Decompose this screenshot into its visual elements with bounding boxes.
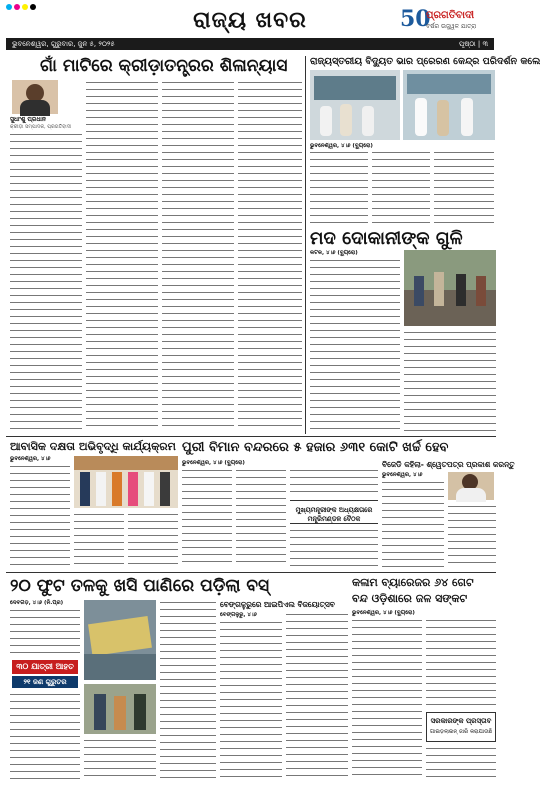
story1-headline: ଗାଁ ମାଟିରେ କ୍ରୀଡ଼ାତନ୍ତ୍ରର ଶିଳାନ୍ୟାସ	[40, 56, 288, 76]
story5-column-2	[236, 468, 286, 568]
story9-info-box	[426, 712, 496, 742]
story3-dateline: କଟକ, ୪।୬ (ବ୍ୟୁରୋ)	[310, 250, 358, 256]
story9-headline-line2: ବନ୍ଦ ଓଡ଼ିଶାରେ ଜଳ ସଙ୍କଟ	[352, 592, 468, 605]
story6-dateline: ଭୁବନେଶ୍ୱର, ୪।୬	[382, 472, 423, 478]
story2-column-3	[434, 150, 494, 226]
story8-column-1	[220, 620, 282, 780]
story2-column-2	[372, 150, 430, 226]
story9-headline-line1: କଳାମ ବ୍ୟାରେଜର ୬୪ ଗେଟ	[352, 576, 474, 589]
story6-headline: ବିଜେଡି କହିଲା- ଶ୍ୱେତପତ୍ର ପ୍ରକାଶ କରନ୍ତୁ	[382, 460, 515, 469]
story2-column-1	[310, 150, 368, 226]
story5-column-3	[290, 468, 378, 498]
logo-brand: ପ୍ରଗତିବାଦୀ	[426, 10, 475, 21]
story9-column-1	[352, 618, 422, 780]
story7-callout-injured: ୩୦ ଯାତ୍ରୀ ଆହତ	[12, 660, 78, 674]
page-number: ପୃଷ୍ଠା | ୩	[459, 39, 488, 48]
story4-dateline: ଭୁବନେଶ୍ୱର, ୪।୬	[10, 456, 51, 462]
story4-group-photo	[74, 456, 178, 508]
story9-box-subtitle: ଗାଇଡ଼ଲାଇନ୍ ଜାରି କରାଯାଉଛି	[429, 729, 493, 735]
story5-column-4	[290, 528, 378, 568]
story6-speaker-photo	[448, 472, 494, 500]
story3-crowd-photo	[404, 250, 496, 326]
story5-dateline: ଭୁବନେଶ୍ୱର, ୪।୬ (ବ୍ୟୁରୋ)	[182, 460, 245, 466]
story1-author-role: କ୍ରୀଡ଼ା ସମ୍ପାଦକ, ପ୍ରଗତିବାଦୀ	[10, 124, 72, 130]
story1-author: ସୁଧାଂଶୁ ପ୍ରଧାନ	[10, 116, 47, 123]
story7-dateline: ଦେବଗଡ଼, ୪।୬ (ନି.ପ୍ର)	[10, 600, 64, 606]
newspaper-logo	[400, 6, 494, 36]
story9-column-2	[426, 618, 496, 708]
section-title: ରାଜ୍ୟ ଖବର	[193, 8, 307, 33]
story1-column-3	[162, 80, 234, 432]
story7-column-2	[10, 692, 80, 780]
dateline-bar	[6, 38, 494, 50]
story2-officials-photo	[403, 70, 495, 140]
story4-headline: ଆବାସିକ ଦକ୍ଷତା ଅଭିବୃଦ୍ଧି କାର୍ଯ୍ୟକ୍ରମ	[10, 440, 176, 453]
story1-column-2	[86, 80, 158, 432]
story8-dateline: ବେଙ୍ଗଳୁରୁ, ୪।୬	[220, 612, 257, 618]
issue-date: ଭୁବନେଶ୍ୱର, ଗୁରୁବାର, ଜୁନ ୫, ୨୦୨୫	[12, 39, 115, 48]
story3-headline: ମଦ ଦୋକାନୀଙ୍କ ଗୁଳି	[310, 228, 463, 249]
story3-column-1	[310, 258, 400, 434]
story2-control-room-photo	[310, 70, 400, 140]
story5-column-1	[182, 468, 232, 568]
story1-column-1	[10, 132, 82, 432]
story4-column-1	[10, 464, 70, 568]
story4-column-3	[128, 512, 178, 568]
story9-column-3	[426, 746, 496, 780]
story7-column-1	[10, 608, 80, 658]
section-divider-2	[6, 572, 496, 573]
story7-headline: ୨୦ ଫୁଟ ତଳକୁ ଖସି ପାଣିରେ ପଡ଼ିଲା ବସ୍	[10, 576, 270, 596]
story5-headline: ପୁରୀ ବିମାନ ବନ୍ଦରରେ ୫ ହଜାର ୬୩୧ କୋଟି ଖର୍ଚ୍ଚ ହେବ	[182, 440, 449, 455]
story3-column-2	[404, 330, 496, 434]
story9-box-title: ସରକାରଙ୍କ ପ୍ରସ୍ତାବ	[430, 717, 492, 725]
story7-callout-serious: ୨୧ ଜଣ ଗୁରୁତର	[12, 676, 78, 688]
story7-column-3	[84, 738, 156, 780]
story4-column-2	[74, 512, 124, 568]
story2-dateline: ଭୁବନେଶ୍ୱର, ୪।୬ (ବ୍ୟୁରୋ)	[310, 143, 373, 149]
section-divider	[6, 436, 496, 437]
story7-bus-accident-photo	[84, 600, 156, 680]
story9-dateline: ଭୁବନେଶ୍ୱର, ୪।୬ (ବ୍ୟୁରୋ)	[352, 610, 415, 616]
story6-column-1	[382, 480, 444, 568]
story7-rescue-photo	[84, 684, 156, 734]
story5-pull-quote: ମୁଖ୍ୟମନ୍ତ୍ରୀଙ୍କ ଅଧ୍ୟକ୍ଷତାରେ ମନ୍ତ୍ରିମଣ୍ଡଳ ବୈଠକ	[290, 500, 378, 524]
logo-tagline: ବର୍ଷର ଉଜ୍ଜ୍ୱଳ ଯାତ୍ରା	[426, 23, 477, 30]
story8-headline: ବେଙ୍ଗଳୁରୁରେ ଆଇପିଏଲ ବିଜୟୋତ୍ସବ	[220, 600, 335, 609]
story8-column-2	[286, 612, 348, 780]
story6-column-2	[448, 504, 496, 568]
logo-number: 50	[400, 6, 431, 32]
author-photo	[12, 80, 58, 114]
story2-headline: ରାଜ୍ୟସ୍ତରୀୟ ବିଦ୍ୟୁତ ଭାର ପ୍ରେରଣ କେନ୍ଦ୍ର ପରିଦର୍ଶନ କଲେ	[310, 56, 540, 67]
story1-column-4	[238, 80, 302, 432]
column-divider	[305, 56, 306, 434]
story7-column-4	[160, 600, 216, 780]
